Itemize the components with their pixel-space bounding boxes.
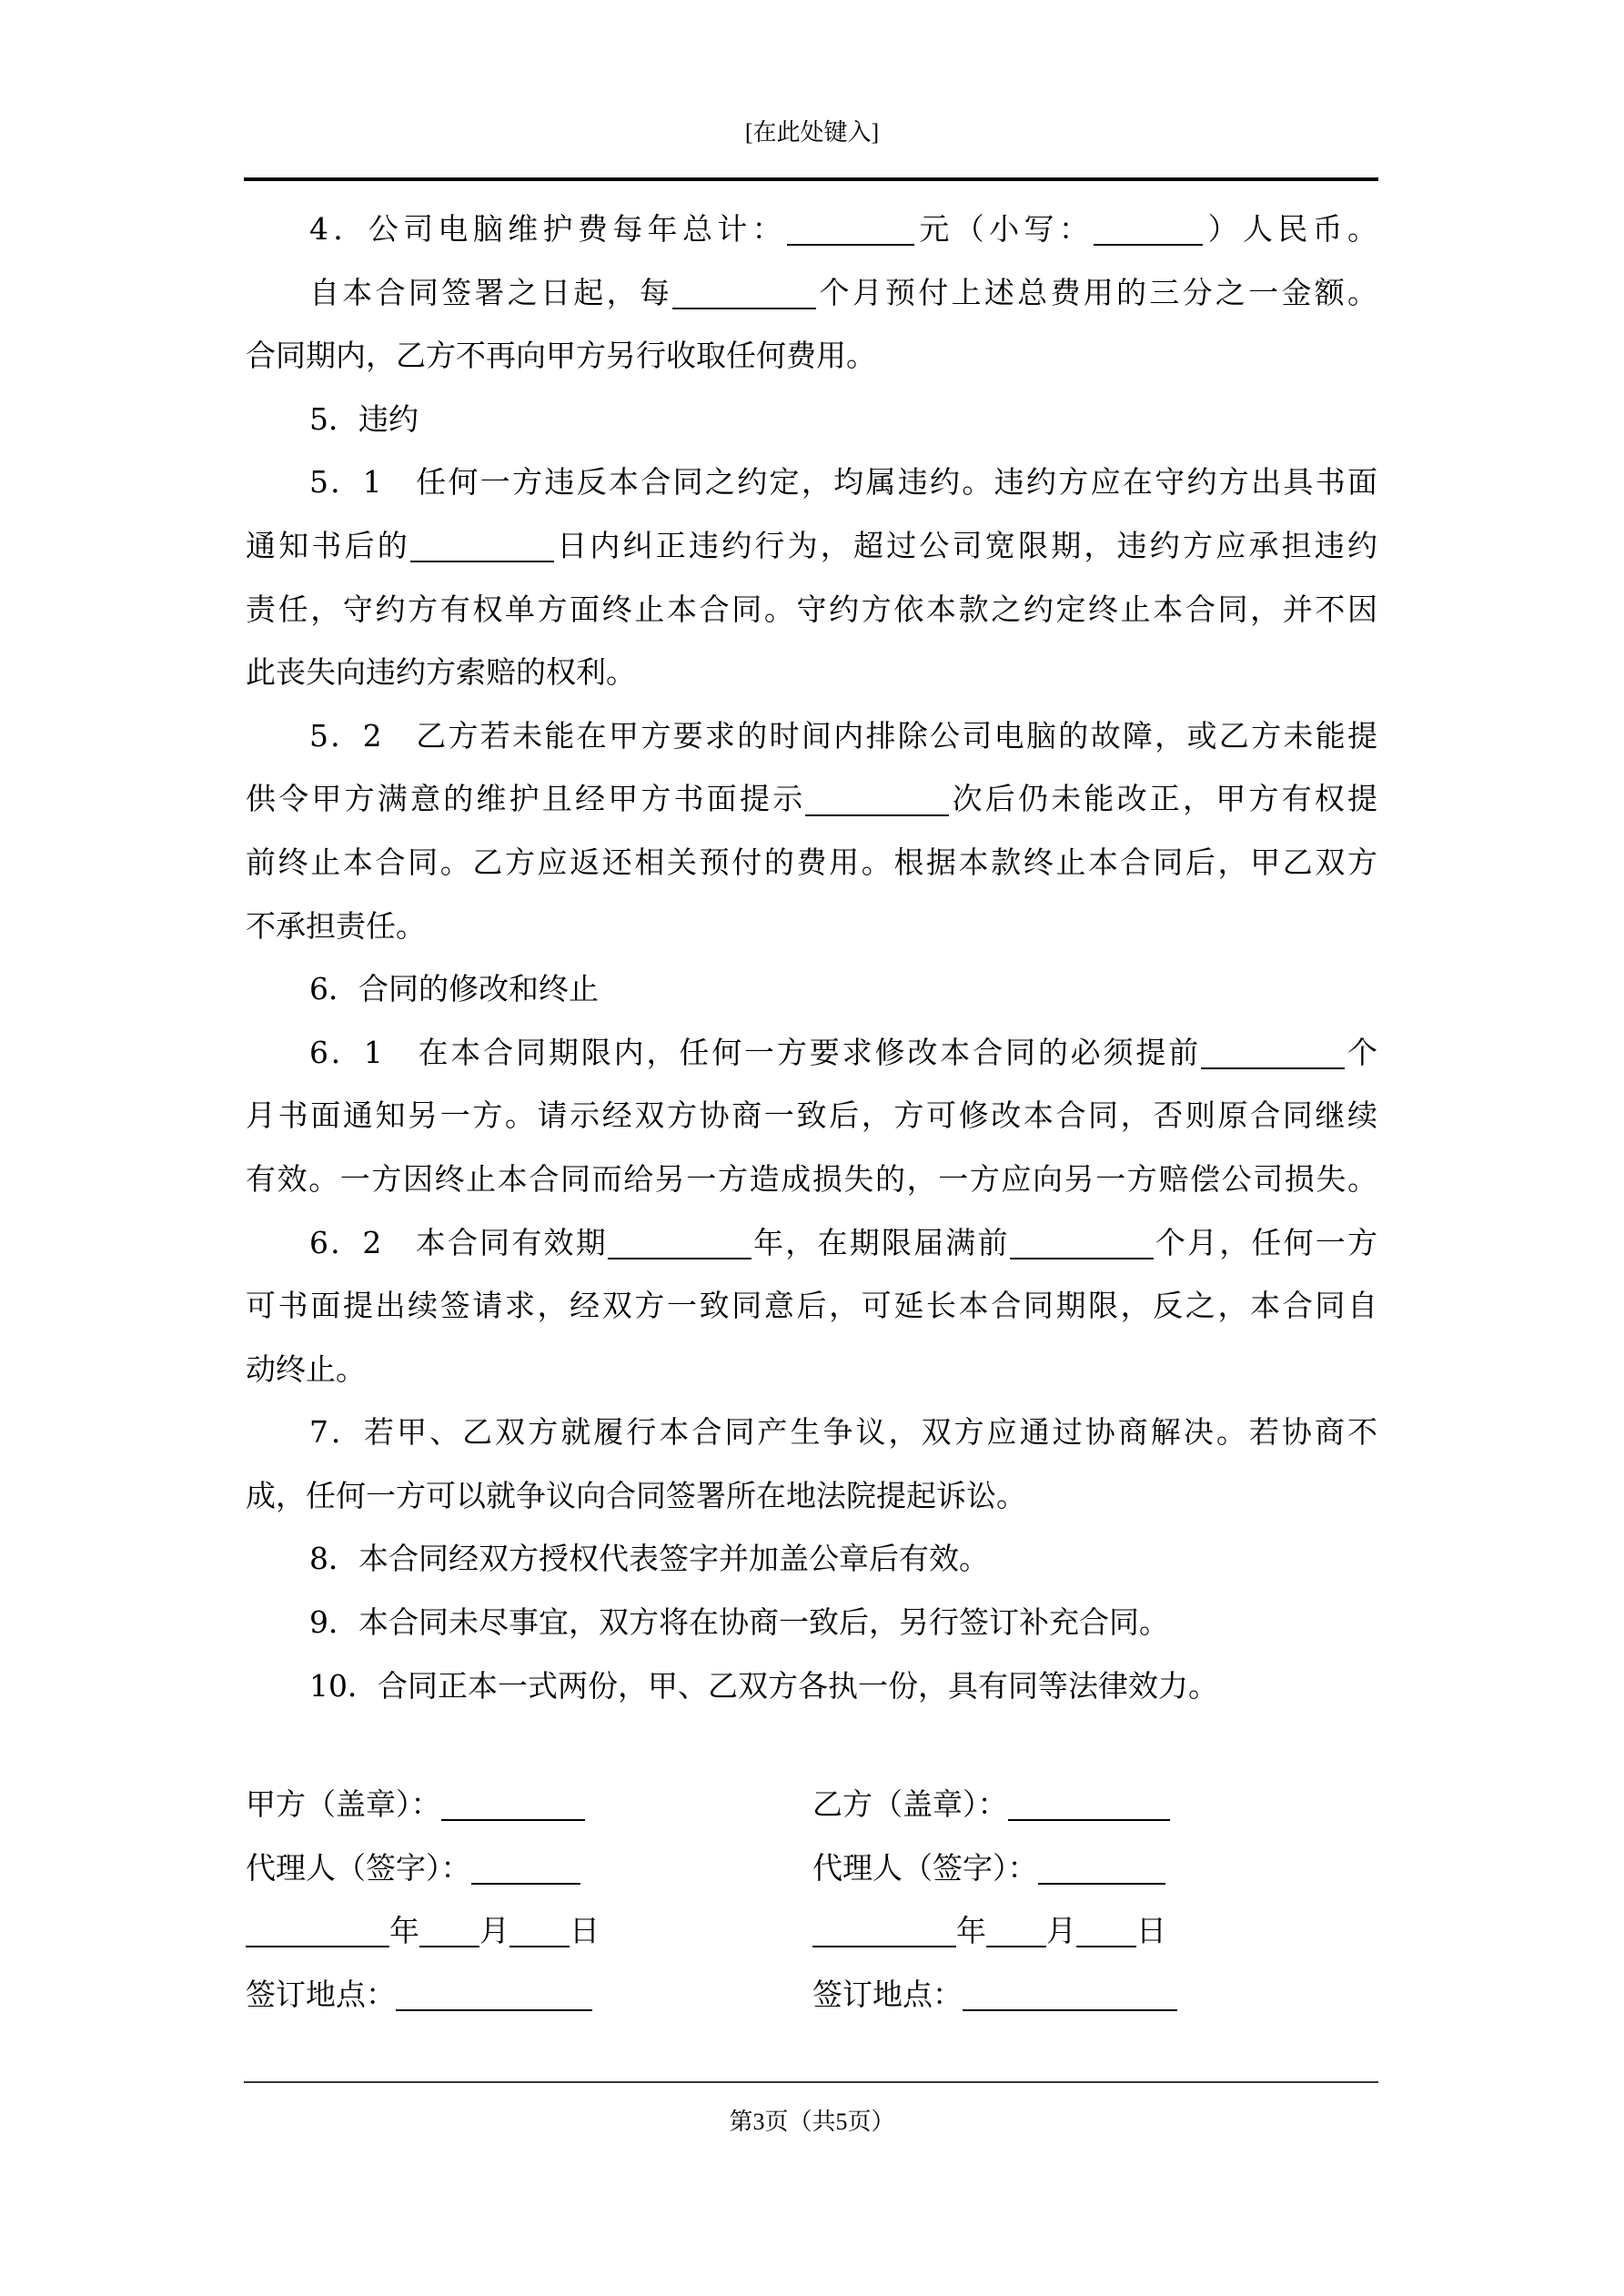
clause-6-1-text: 6．1 在本合同期限内，任何一方要求修改本合同的必须提前 xyxy=(309,1034,1202,1070)
date-row xyxy=(246,1899,1377,1963)
clause-5-title: 5．违约 xyxy=(309,400,419,437)
party-a-seal xyxy=(246,1773,585,1836)
party-b-seal xyxy=(812,1773,1170,1836)
clause-6-2-text: 6．2 本合同有效期 xyxy=(309,1224,608,1260)
clause-4-line-2 xyxy=(246,261,1377,325)
clause-6-2-text: 个月，任何一方 xyxy=(1153,1224,1378,1260)
clause-5-2-line-3: 前终止本合同。乙方应返还相关预付的费用。根据本款终止本合同后，甲乙双方 xyxy=(246,844,1377,880)
notice-months-blank[interactable] xyxy=(1201,1036,1345,1069)
clause-6-1-line-2: 月书面通知另一方。请示经双方协商一致后，方可修改本合同，否则原合同继续 xyxy=(246,1097,1377,1134)
party-a-place xyxy=(246,1963,592,2027)
seal-row xyxy=(246,1773,1377,1836)
clause-5-1-line-2 xyxy=(246,514,1377,578)
party-b-agent xyxy=(812,1836,1165,1900)
clause-9: 9．本合同未尽事宜，双方将在协商一致后，另行签订补充合同。 xyxy=(309,1604,1169,1641)
party-b-seal-blank[interactable] xyxy=(1008,1788,1170,1822)
clause-5-1-text: 通知书后的 xyxy=(246,527,410,563)
place-row xyxy=(246,1963,1377,2027)
clause-6-2-line-3: 动终止。 xyxy=(246,1350,366,1387)
year-label: 年 xyxy=(389,1913,419,1949)
clause-4-text: 元（小写： xyxy=(914,211,1094,247)
clause-5-2-text: 供令甲方满意的维护且经甲方书面提示 xyxy=(246,781,806,817)
clause-4-text: ）人民币。 xyxy=(1203,211,1378,247)
signature-block xyxy=(246,1773,1377,2026)
party-b-place-label: 签订地点： xyxy=(812,1976,963,2012)
party-b-agent-blank[interactable] xyxy=(1038,1851,1165,1885)
footer-divider xyxy=(244,2081,1378,2083)
clause-6-1-line-3: 有效。一方因终止本合同而给另一方造成损失的，一方应向另一方赔偿公司损失。 xyxy=(246,1160,1377,1197)
party-a-day-blank[interactable] xyxy=(509,1915,570,1948)
party-a-agent xyxy=(246,1836,580,1900)
header-divider xyxy=(244,177,1378,181)
day-label: 日 xyxy=(1136,1913,1166,1949)
clause-5-2-line-1: 5．2 乙方若未能在甲方要求的时间内排除公司电脑的故障，或乙方未能提 xyxy=(309,717,1377,754)
prepay-months-blank[interactable] xyxy=(672,276,816,309)
clause-6-1-line-1 xyxy=(246,1021,1377,1085)
party-b-day-blank[interactable] xyxy=(1076,1915,1136,1948)
clause-6-2-text: 年，在期限届满前 xyxy=(751,1224,1010,1260)
header-placeholder[interactable]: [在此处键入] xyxy=(744,119,880,146)
clause-5-1-line-1: 5．1 任何一方违反本合同之约定，均属违约。违约方应在守约方出具书面 xyxy=(309,464,1377,501)
month-label: 月 xyxy=(1046,1913,1076,1949)
clause-4-text: 4．公司电脑维护费每年总计： xyxy=(309,211,788,247)
party-b-place xyxy=(812,1963,1177,2027)
clause-6-2-line-2: 可书面提出续签请求，经双方一致同意后，可延长本合同期限，反之，本合同自 xyxy=(246,1288,1377,1324)
party-b-place-blank[interactable] xyxy=(963,1977,1177,2011)
party-a-agent-blank[interactable] xyxy=(471,1851,580,1885)
year-label: 年 xyxy=(956,1913,986,1949)
clause-5-2-line-4: 不承担责任。 xyxy=(246,907,426,944)
clause-6-1-text: 个 xyxy=(1345,1034,1378,1070)
clause-6-title: 6．合同的修改和终止 xyxy=(309,971,599,1007)
clause-7-line-1: 7．若甲、乙双方就履行本合同产生争议，双方应通过协商解决。若协商不 xyxy=(309,1414,1377,1451)
contract-body xyxy=(246,197,1377,1717)
clause-5-1-text: 日内纠正违约行为，超过公司宽限期，违约方应承担违约 xyxy=(554,527,1377,563)
month-label: 月 xyxy=(479,1913,509,1949)
clause-6-2-line-1 xyxy=(246,1211,1377,1275)
party-b-date xyxy=(812,1899,1166,1963)
party-b-year-blank[interactable] xyxy=(812,1915,956,1948)
clause-5-1-line-3: 责任，守约方有权单方面终止本合同。守约方依本款之约定终止本合同，并不因 xyxy=(246,591,1377,627)
party-a-seal-label: 甲方（盖章）： xyxy=(246,1786,441,1822)
clause-10: 10．合同正本一式两份，甲、乙双方各执一份，具有同等法律效力。 xyxy=(309,1667,1218,1704)
annual-fee-lowercase-blank[interactable] xyxy=(1094,213,1203,247)
cure-days-blank[interactable] xyxy=(410,530,554,563)
clause-8: 8．本合同经双方授权代表签字并加盖公章后有效。 xyxy=(309,1541,989,1577)
clause-4-text: 自本合同签署之日起，每 xyxy=(309,274,673,310)
clause-4-line-3: 合同期内，乙方不再向甲方另行收取任何费用。 xyxy=(246,338,876,374)
validity-years-blank[interactable] xyxy=(608,1226,751,1259)
clause-5-2-line-2 xyxy=(246,767,1377,831)
renewal-months-blank[interactable] xyxy=(1010,1226,1154,1259)
party-a-place-label: 签订地点： xyxy=(246,1976,396,2012)
clause-5-2-text: 次后仍未能改正，甲方有权提 xyxy=(949,781,1378,817)
annual-fee-uppercase-blank[interactable] xyxy=(787,213,914,247)
page-indicator: 第3页（共5页） xyxy=(729,2109,895,2135)
party-a-seal-blank[interactable] xyxy=(441,1788,585,1822)
clause-5-1-line-4: 此丧失向违约方索赔的权利。 xyxy=(246,654,636,691)
notice-count-blank[interactable] xyxy=(805,783,949,816)
party-b-agent-label: 代理人（签字）： xyxy=(812,1849,1038,1886)
party-a-year-blank[interactable] xyxy=(246,1915,389,1948)
party-a-agent-label: 代理人（签字）： xyxy=(246,1849,471,1886)
party-a-date xyxy=(246,1899,600,1963)
clause-4-text: 个月预付上述总费用的三分之一金额。 xyxy=(816,274,1378,310)
day-label: 日 xyxy=(570,1913,600,1949)
clause-7-line-2: 成，任何一方可以就争议向合同签署所在地法院提起诉讼。 xyxy=(246,1477,1026,1513)
party-a-month-blank[interactable] xyxy=(419,1915,479,1948)
party-b-month-blank[interactable] xyxy=(986,1915,1046,1948)
clause-4-line-1 xyxy=(246,197,1377,261)
agent-row xyxy=(246,1836,1377,1900)
party-b-seal-label: 乙方（盖章）： xyxy=(812,1786,1008,1822)
party-a-place-blank[interactable] xyxy=(396,1977,592,2011)
